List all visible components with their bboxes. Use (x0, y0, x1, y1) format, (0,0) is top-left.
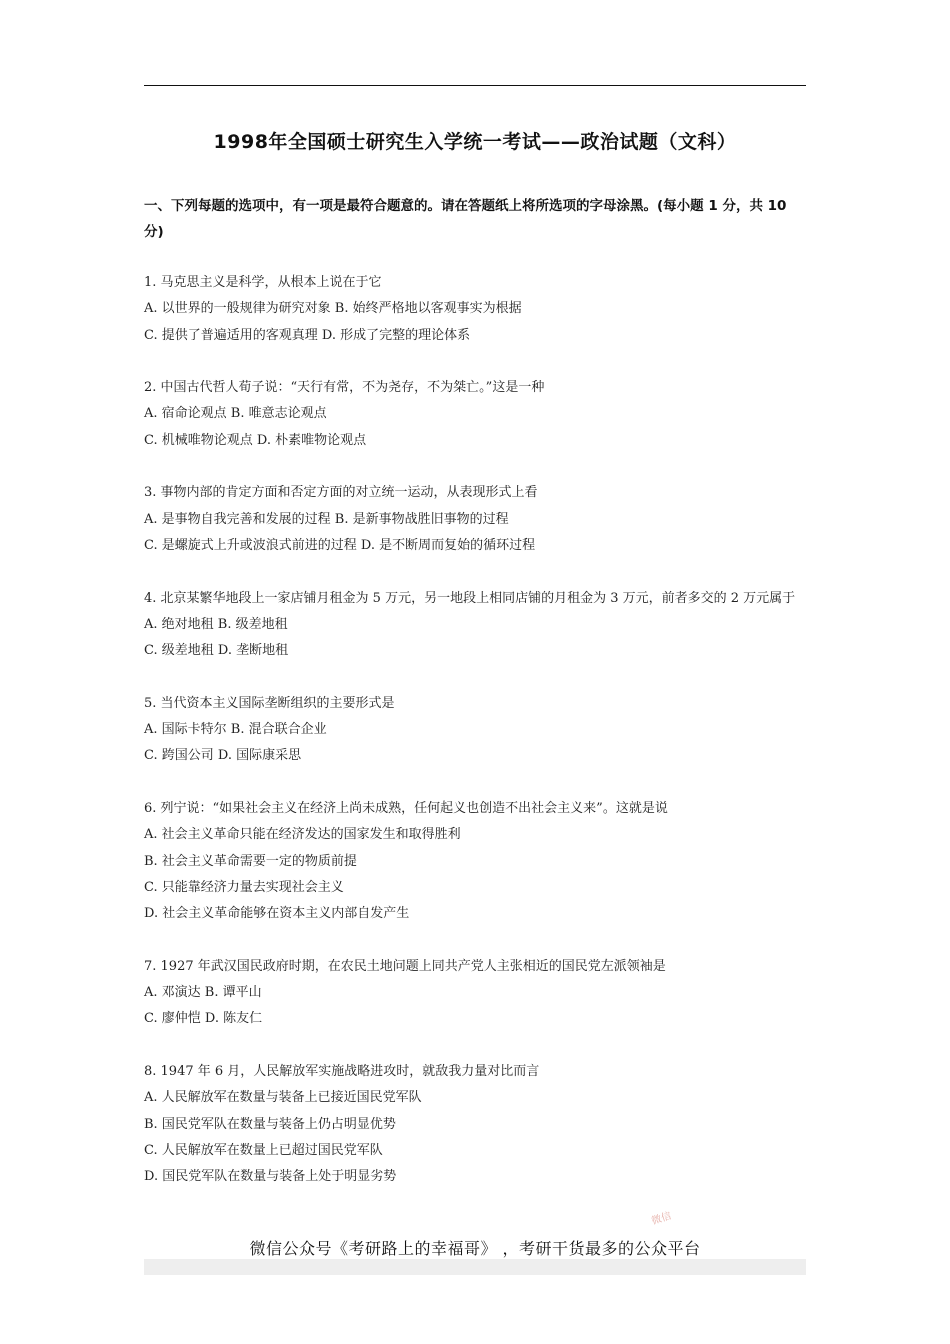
question-option: B. 国民党军队在数量与装备上仍占明显优势 (144, 1116, 396, 1132)
question-1 (144, 270, 806, 349)
question-option: C. 廖仲恺 D. 陈友仁 (144, 1011, 263, 1027)
question-option: A. 是事物自我完善和发展的过程 B. 是新事物战胜旧事物的过程 (144, 511, 509, 527)
question-stem: 7. 1927 年武汉国民政府时期，在农民土地问题上同共产党人主张相近的国民党左派领袖是 (144, 958, 666, 974)
question-option: C. 级差地租 D. 垄断地租 (144, 643, 289, 659)
question-option: A. 国际卡特尔 B. 混合联合企业 (144, 722, 327, 738)
watermark-stamp: 微信 (650, 1210, 673, 1228)
question-option: C. 人民解放军在数量上已超过国民党军队 (144, 1142, 383, 1158)
question-stem: 4. 北京某繁华地段上一家店铺月租金为 5 万元，另一地段上相同店铺的月租金为 3 万元，前者多交的 2 万元属于 (144, 590, 796, 606)
section-instructions: 一、下列每题的选项中，有一项是最符合题意的。请在答题纸上将所选项的字母涂黑。(每小题 1 分，共 10 分) (144, 198, 787, 240)
question-3 (144, 480, 806, 559)
question-option: A. 以世界的一般规律为研究对象 B. 始终严格地以客观事实为根据 (144, 301, 522, 317)
question-option: A. 绝对地租 B. 级差地租 (144, 616, 288, 632)
question-stem: 3. 事物内部的肯定方面和否定方面的对立统一运动，从表现形式上看 (144, 485, 538, 501)
question-list (144, 270, 806, 1217)
question-stem: 5. 当代资本主义国际垄断组织的主要形式是 (144, 695, 395, 711)
question-option: B. 社会主义革命需要一定的物质前提 (144, 853, 357, 869)
question-stem: 6. 列宁说：“如果社会主义在经济上尚未成熟，任何起义也创造不出社会主义来”。这就是说 (144, 800, 668, 816)
exam-title: 1998年全国硕士研究生入学统一考试——政治试题（文科） (213, 131, 737, 153)
question-option: D. 国民党军队在数量与装备上处于明显劣势 (144, 1169, 397, 1185)
question-option: C. 只能靠经济力量去实现社会主义 (144, 879, 344, 895)
question-2 (144, 375, 806, 454)
question-stem: 8. 1947 年 6 月，人民解放军实施战略进攻时，就敌我力量对比而言 (144, 1063, 540, 1079)
question-8 (144, 1059, 806, 1190)
footer-bar (144, 1259, 806, 1275)
question-stem: 1. 马克思主义是科学，从根本上说在于它 (144, 275, 382, 290)
question-6 (144, 796, 806, 927)
question-option: C. 提供了普遍适用的客观真理 D. 形成了完整的理论体系 (144, 327, 471, 343)
question-option: A. 邓演达 B. 谭平山 (144, 985, 262, 1001)
question-option: C. 跨国公司 D. 国际康采思 (144, 748, 302, 764)
question-option: C. 是螺旋式上升或波浪式前进的过程 D. 是不断周而复始的循环过程 (144, 537, 536, 553)
question-option: A. 社会主义革命只能在经济发达的国家发生和取得胜利 (144, 827, 461, 843)
question-option: D. 社会主义革命能够在资本主义内部自发产生 (144, 906, 410, 922)
question-4 (144, 586, 806, 665)
question-stem: 2. 中国古代哲人荀子说：“天行有常，不为尧存，不为桀亡。”这是一种 (144, 380, 545, 396)
question-option: A. 人民解放军在数量与装备上已接近国民党军队 (144, 1090, 422, 1106)
question-7 (144, 954, 806, 1033)
top-rule (144, 85, 806, 86)
question-5 (144, 691, 806, 770)
question-option: A. 宿命论观点 B. 唯意志论观点 (144, 406, 327, 422)
footer-promo-text: 微信公众号《考研路上的幸福哥》 ，考研干货最多的公众平台 (249, 1239, 701, 1258)
question-option: C. 机械唯物论观点 D. 朴素唯物论观点 (144, 432, 367, 448)
